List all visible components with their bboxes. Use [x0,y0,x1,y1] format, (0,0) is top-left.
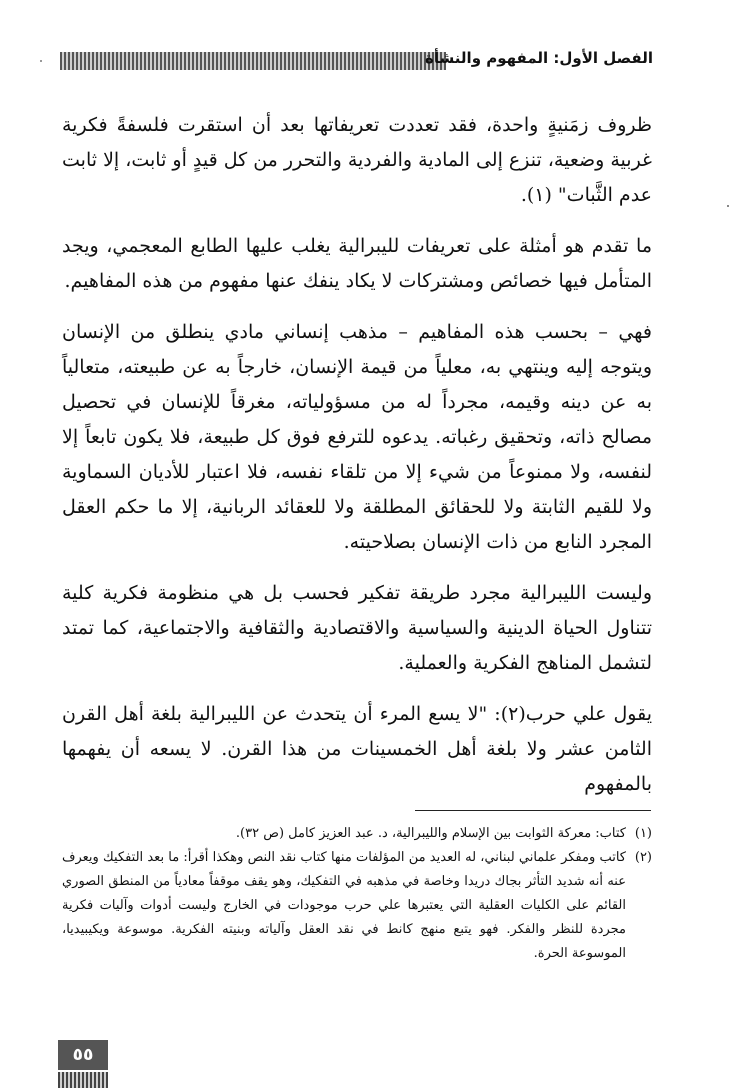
footnotes [62,822,652,966]
scan-speck [727,205,729,207]
header-decorative-bar [60,52,446,70]
paragraph: ظروف زمَنيةٍ واحدة، فقد تعددت تعريفاتها بعد أن استقرت فلسفةً فكرية غربية وضعية، تنزع إلى المادية والفردية والتحرر من كل قيدٍ أو ثابت، إلا ثابت عدم الثَّبات" (١). [62,114,652,206]
page-number: ٥٥ [58,1040,108,1070]
page-number-decorative-strip [58,1072,108,1088]
paragraph: ما تقدم هو أمثلة على تعريفات لليبرالية يغلب عليها الطابع المعجمي، ويجد المتأمل فيها خصائص ومشتركات لا يكاد ينفك عنها مفهوم من هذه المفاهيم. [62,235,652,292]
footnote-separator [415,810,651,811]
paragraph: وليست الليبرالية مجرد طريقة تفكير فحسب بل هي منظومة فكرية كلية تتناول الحياة الدينية والسياسية والاقتصادية والثقافية والاجتماعية، كما تمتد لتشمل المناهج الفكرية والعملية. [62,582,652,674]
main-text [62,108,652,818]
footnote [62,846,652,966]
footnote-number: (٢) [634,850,652,865]
paragraph: فهي – بحسب هذه المفاهيم – مذهب إنساني مادي ينطلق من الإنسان ويتوجه إليه وينتهي به، معلياً من قيمة الإنسان، خارجاً به عن طبيعته، متعالياً به عن دينه وقيمه، مجرداً له من مسؤولياته، مغرقاً للإنسان في تحصيل مصالح ذاته، وتحقيق رغباته. يدعوه للترفع فوق كل طبيعة، فلا يكون تابعاً إلا لنفسه، ولا ممنوعاً من شيء إلا من تلقاء نفسه، فلا اعتبار للأديان السماوية ولا للقيم الثابتة ولا للحقائق المطلقة ولا للعقائد الربانية، إلا ما حكم العقل المجرد النابع من ذات الإنسان بصلاحيته. [62,321,652,553]
scan-speck [40,60,42,62]
footnote [62,822,652,846]
footnote-text: كتاب: معركة الثوابت بين الإسلام والليبرالية، د. عبد العزيز كامل (ص ٣٢). [235,826,626,841]
footnote-text: كاتب ومفكر علماني لبناني، له العديد من المؤلفات منها كتاب نقد النص وهكذا أقرأ: ما بعد التفكيك ويعرف عنه أنه شديد التأثر بجاك دريدا وخاصة في مذهبه في التفكيك، وهو يقف موقفاً معادياً من المنطق الصوري القائم على الكليات العقلية التي يعتبرها علي حرب موجودات في الخارج وليست أدوات وآليات فكرية مجردة للنظر والفكر. فهو يتبع منهج كانط في نقد العقل وآلياته وبنيته الفكرية. موسوعة ويكيبيديا، الموسوعة الحرة. [62,850,626,961]
footnote-number: (١) [634,826,652,841]
chapter-header-title: الفصل الأول: المفهوم والنشأة [425,49,653,67]
paragraph: يقول علي حرب(٢): "لا يسع المرء أن يتحدث عن الليبرالية بلغة أهل القرن الثامن عشر ولا بلغة أهل الخمسينات من هذا القرن. لا يسعه أن يفهمها بالمفهوم [62,703,652,795]
